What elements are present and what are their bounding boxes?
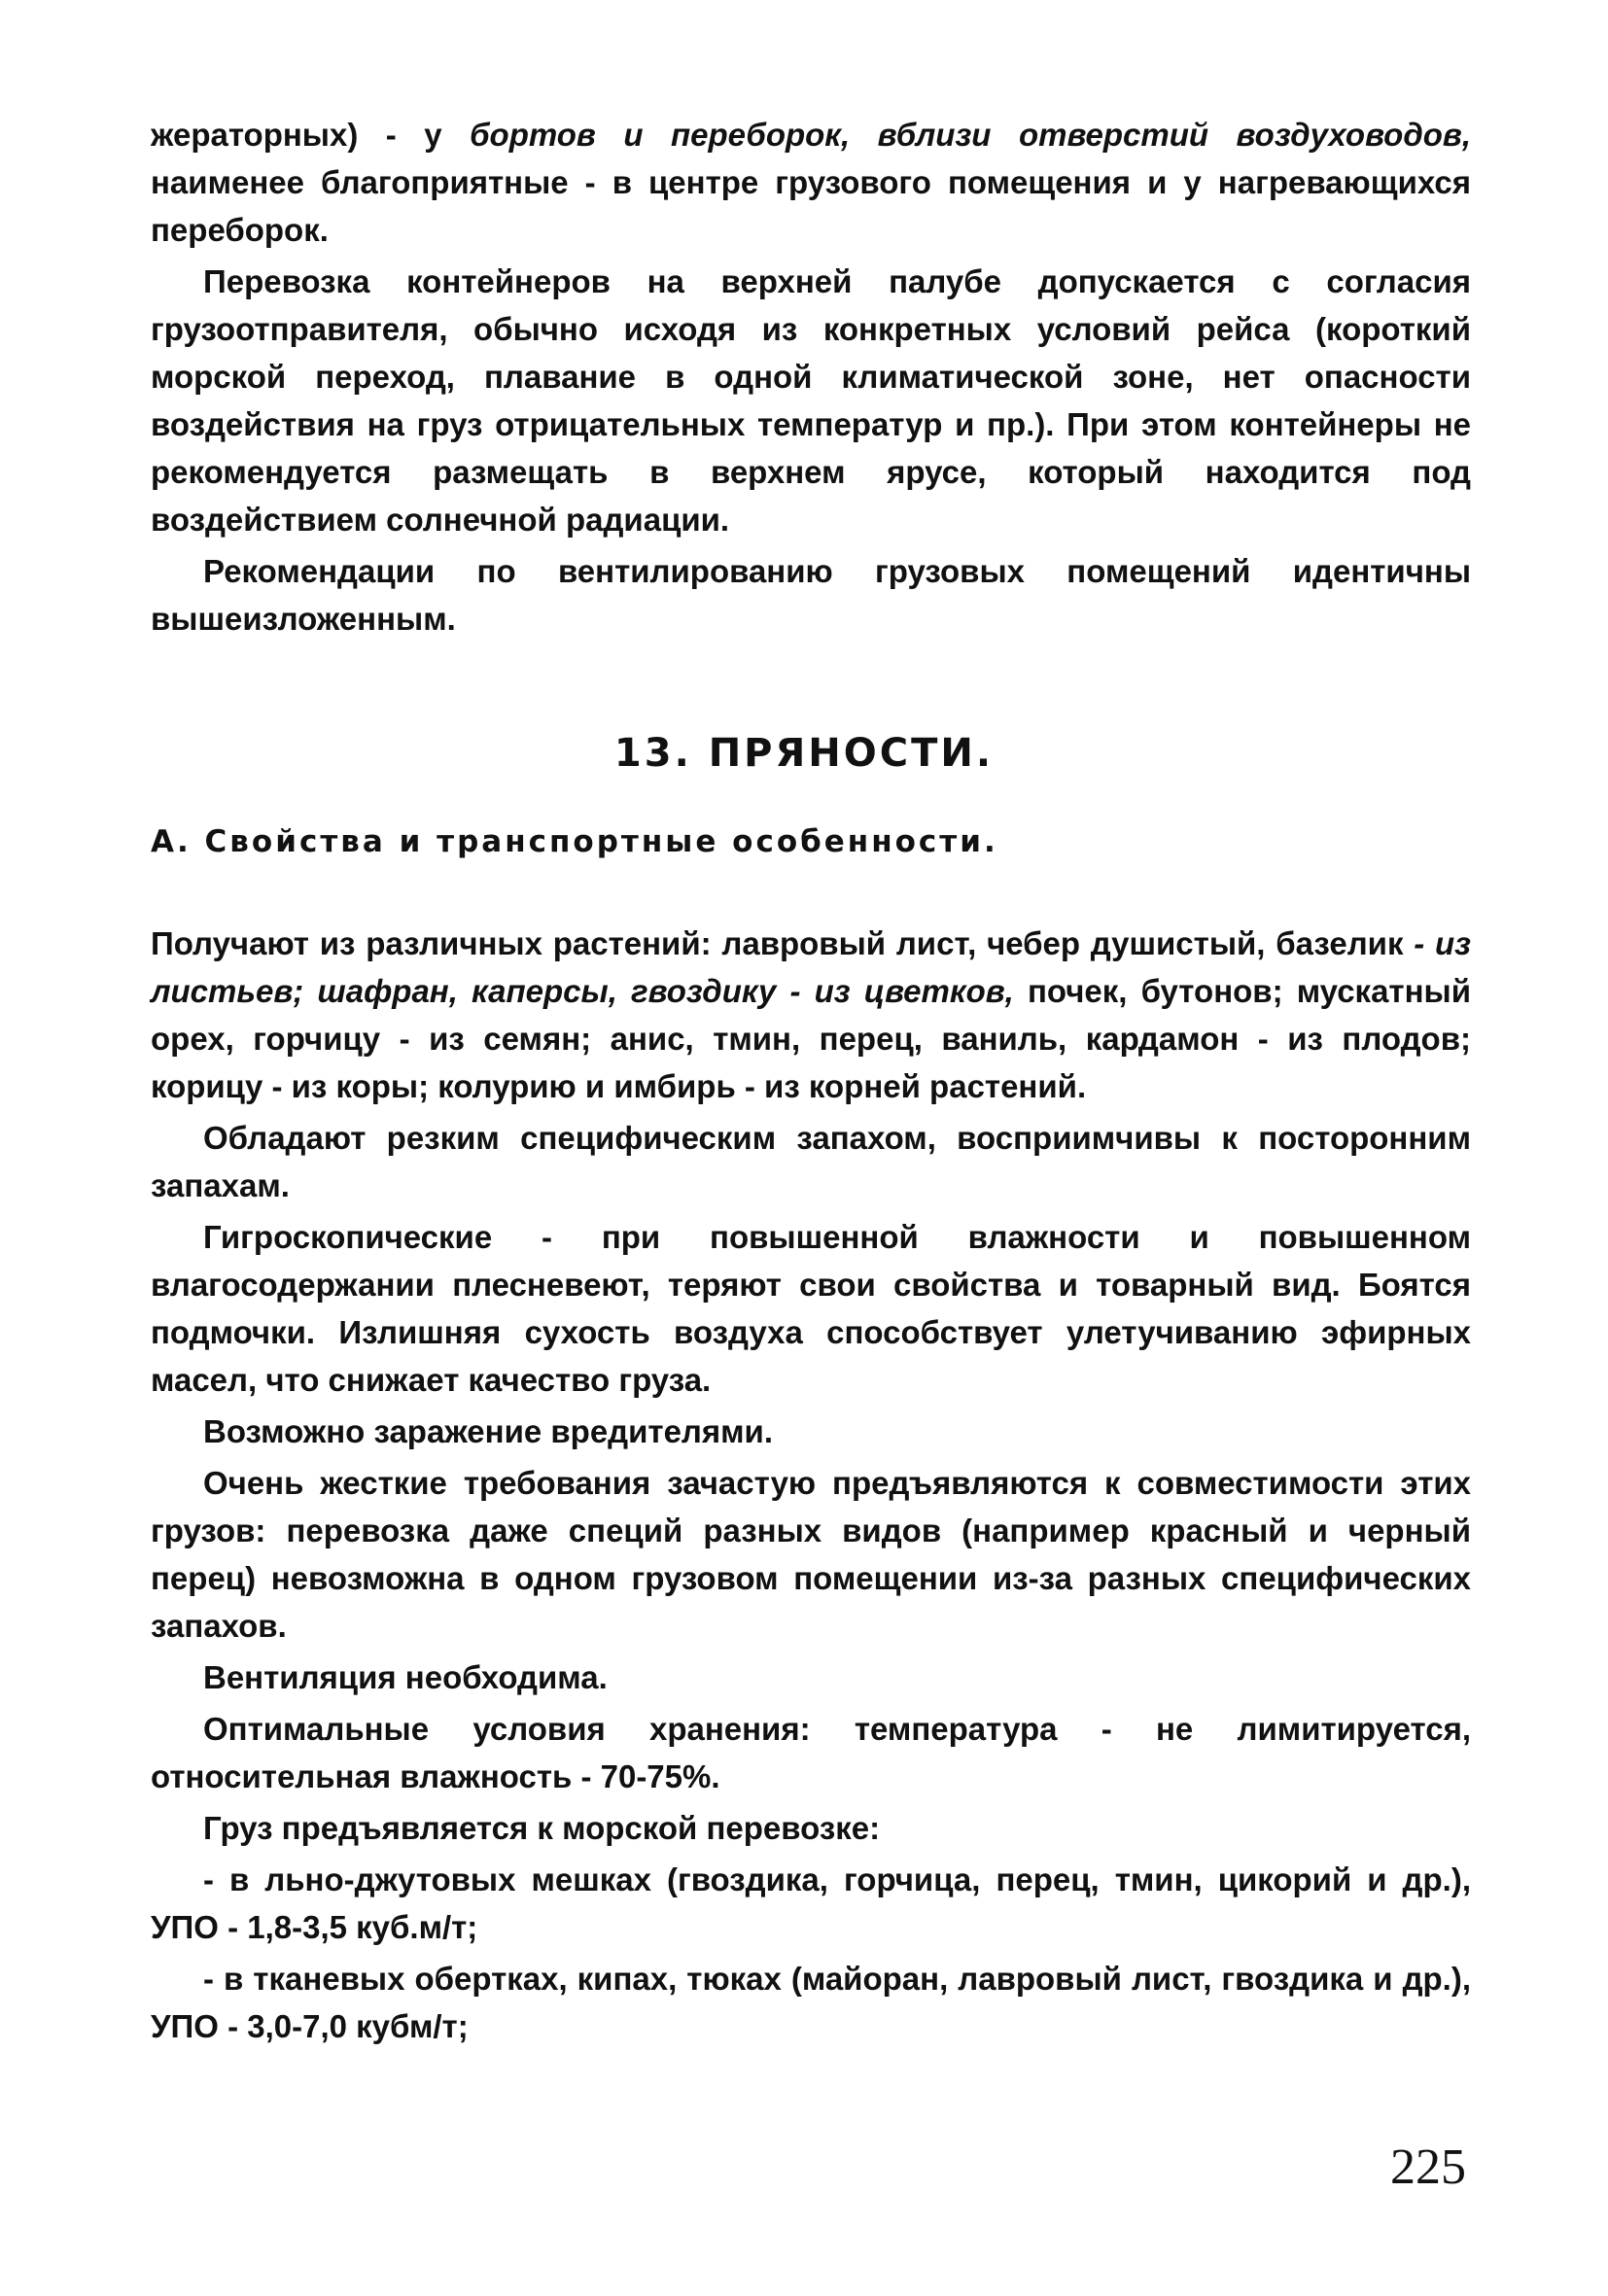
- paragraph: Перевозка контейнеров на верхней палубе допускается с согласия грузоотправителя, обычно исходя из конкретных условий рейса (короткий морской переход, плавание в одной климатической зоне, нет опасности воздействия на груз отрицательных температур и пр.). При этом контейнеры не рекомендуется размещать в верхнем ярусе, который находится под воздействием солнечной радиации.: [151, 263, 1471, 538]
- italic-text: бортов и переборок, вблизи отверстий воздуховодов,: [470, 117, 1471, 153]
- paragraph: - в тканевых обертках, кипах, тюках (майоран, лавровый лист, гвоздика и др.), УПО - 3,0-7,0 кубм/т;: [151, 1961, 1471, 2044]
- paragraph: Гигроскопические - при повышенной влажности и повышенном влагосодержании плесневеют, теряют свои свойства и товарный вид. Боятся подмочки. Излишняя сухость воздуха способствует улетучиванию эфирных масел, что снижает качество груза.: [151, 1219, 1471, 1398]
- paragraph: [151, 920, 1471, 1110]
- paragraph-text: жераторных) - у: [151, 117, 471, 153]
- paragraph: Очень жесткие требования зачастую предъявляются к совместимости этих грузов: перевозка даже специй разных видов (например красный и черный перец) невозможна в одном грузовом помещении из-за разных специфических запахов.: [151, 1465, 1471, 1644]
- paragraph-text: наименее благоприятные - в центре грузового помещения и у нагревающихся переборок.: [151, 164, 1471, 248]
- paragraph-text: Получают из различных растений: лавровый лист, чебер душистый, базелик: [151, 925, 1404, 961]
- paragraph: Рекомендации по вентилированию грузовых помещений идентичны вышеизложенным.: [151, 553, 1471, 637]
- paragraph: Вентиляция необходима.: [203, 1659, 608, 1695]
- paragraph: - в льно-джутовых мешках (гвоздика, горчица, перец, тмин, цикорий и др.), УПО - 1,8-3,5 куб.м/т;: [151, 1861, 1471, 1945]
- paragraph-text: почек, бутонов; мускатный орех, горчицу - из семян; анис, тмин, перец, ваниль, кардамон - из плодов; корицу - из коры; колурию и имбирь - из корней растений.: [151, 973, 1471, 1104]
- italic-text: - из листьев; шафран, каперсы, гвоздику - из цветков,: [151, 925, 1472, 1009]
- page-number: 225: [1390, 2139, 1466, 2195]
- main-text-block: [151, 920, 1471, 2054]
- paragraph: Оптимальные условия хранения: температура - не лимитируется, относительная влажность - 70-75%.: [151, 1711, 1471, 1794]
- chapter-title: 13. ПРЯНОСТИ.: [613, 731, 995, 776]
- paragraph: Обладают резким специфическим запахом, восприимчивы к посторонним запахам.: [151, 1120, 1471, 1203]
- top-text-block: [151, 111, 1471, 646]
- paragraph: Возможно заражение вредителями.: [203, 1413, 774, 1449]
- paragraph: Груз предъявляется к морской перевозке:: [203, 1810, 881, 1846]
- paragraph: [151, 111, 1471, 254]
- section-title: А. Свойства и транспортные особенности.: [151, 824, 998, 859]
